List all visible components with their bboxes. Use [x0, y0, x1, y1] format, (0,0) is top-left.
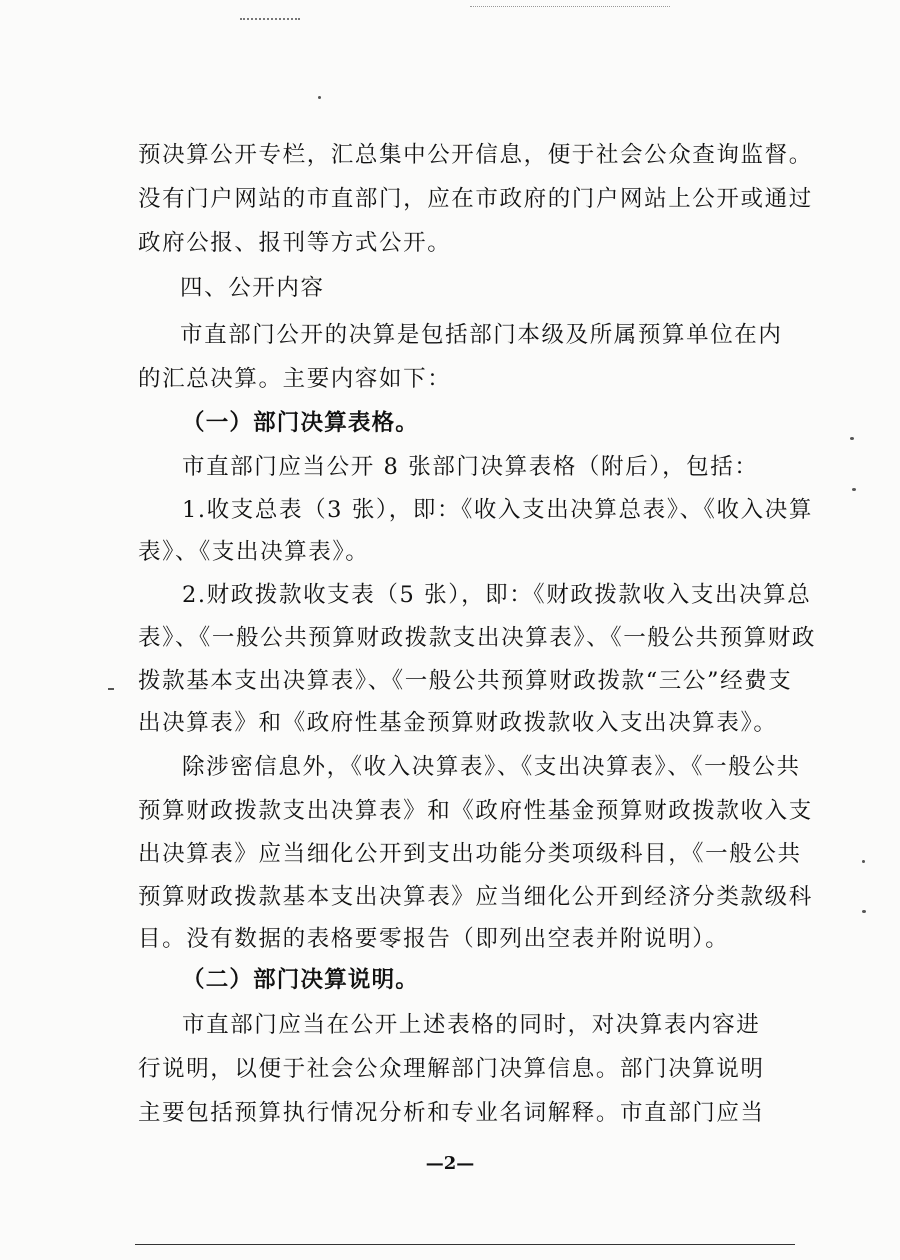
- text-line: 预算财政拨款基本支出决算表》应当细化公开到经济分类款级科: [138, 884, 813, 910]
- text-line: 主要包括预算执行情况分析和专业名词解释。市直部门应当: [138, 1100, 765, 1126]
- text-line: 市直部门应当公开 8 张部门决算表格（附后），包括：: [182, 454, 759, 480]
- scan-speck: [108, 688, 114, 690]
- page-number: —2—: [425, 1153, 475, 1174]
- scan-speck: [852, 488, 856, 491]
- scan-speck: [862, 860, 865, 863]
- scan-speck: [318, 96, 321, 99]
- text-line: 出决算表》应当细化公开到支出功能分类项级科目，《一般公共: [138, 841, 802, 867]
- text-line: 市直部门公开的决算是包括部门本级及所属预算单位在内: [180, 322, 783, 348]
- text-line: 政府公报、报刊等方式公开。: [138, 230, 452, 256]
- scan-artifact: [135, 1244, 795, 1245]
- text-line: 出决算表》和《政府性基金预算财政拨款收入支出决算表》。: [138, 710, 778, 736]
- scan-artifact: [240, 18, 300, 22]
- scan-speck: [850, 437, 854, 440]
- text-line: 1.收支总表（3 张），即：《收入支出决算总表》、《收入决算: [182, 497, 813, 523]
- text-line: 2.财政拨款收支表（5 张），即：《财政拨款收入支出决算总: [182, 582, 812, 608]
- text-line: 目。没有数据的表格要零报告（即列出空表并附说明）。: [138, 926, 730, 952]
- text-line: 拨款基本支出决算表》、《一般公共预算财政拨款“三公”经费支: [138, 668, 793, 694]
- subsection-heading: （二）部门决算说明。: [182, 967, 420, 993]
- scan-artifact: [470, 6, 670, 8]
- text-line: 除涉密信息外，《收入决算表》、《支出决算表》、《一般公共: [182, 754, 801, 780]
- text-line: 表》、《支出决算表》。: [138, 539, 370, 565]
- text-line: 行说明，以便于社会公众理解部门决算信息。部门决算说明: [138, 1056, 765, 1082]
- text-line: 预决算公开专栏，汇总集中公开信息，便于社会公众查询监督。: [138, 142, 813, 168]
- section-heading: 四、公开内容: [180, 275, 325, 301]
- subsection-heading: （一）部门决算表格。: [182, 410, 420, 436]
- text-line: 表》、《一般公共预算财政拨款支出决算表》、《一般公共预算财政: [138, 625, 817, 651]
- scan-speck: [862, 910, 866, 913]
- text-line: 的汇总决算。主要内容如下：: [138, 366, 452, 392]
- text-line: 预算财政拨款支出决算表》和《政府性基金预算财政拨款收入支: [138, 798, 813, 824]
- text-line: 没有门户网站的市直部门，应在市政府的门户网站上公开或通过: [138, 186, 813, 212]
- text-line: 市直部门应当在公开上述表格的同时，对决算表内容进: [182, 1012, 761, 1038]
